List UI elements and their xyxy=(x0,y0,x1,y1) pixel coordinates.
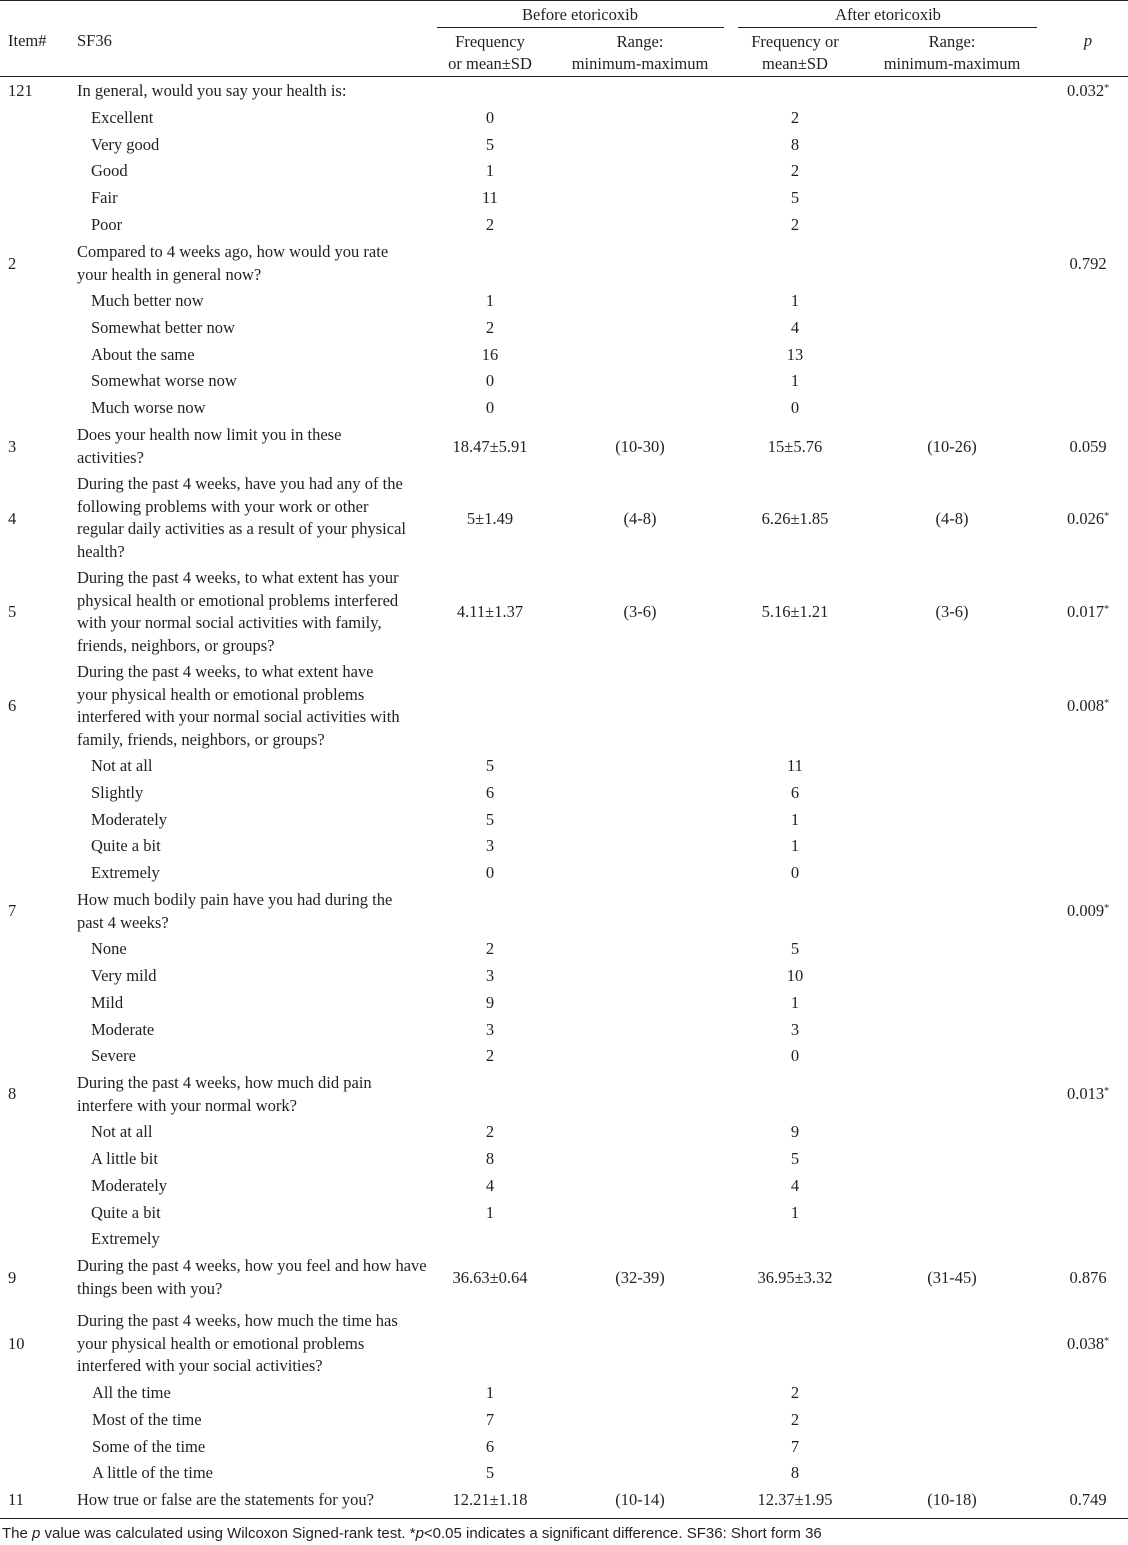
p-value-number: 0.792 xyxy=(1069,254,1107,273)
after-frequency: 2 xyxy=(790,1410,800,1429)
response-option: All the time xyxy=(92,1383,171,1402)
item-number: 7 xyxy=(8,901,17,920)
p-value-number: 0.026 xyxy=(1066,509,1105,528)
after-frequency: 1 xyxy=(790,1203,800,1222)
before-frequency: 1 xyxy=(485,161,495,180)
significance-marker: * xyxy=(1104,511,1110,522)
response-option: Some of the time xyxy=(92,1437,206,1456)
p-value-number: 0.017 xyxy=(1066,602,1105,621)
p-value-number: 0.008 xyxy=(1066,696,1105,715)
response-option: Much better now xyxy=(91,291,204,310)
after-range: (31-45) xyxy=(927,1268,977,1287)
before-frequency: 0 xyxy=(485,108,495,127)
before-mean-sd: 4.11±1.37 xyxy=(456,602,524,621)
response-option: Mild xyxy=(91,993,124,1012)
before-frequency: 2 xyxy=(485,1122,495,1141)
after-frequency: 13 xyxy=(786,345,804,364)
header-after-group: After etoricoxib xyxy=(835,5,941,24)
before-mean-sd: 18.47±5.91 xyxy=(452,437,528,456)
response-option: Quite a bit xyxy=(91,836,161,855)
item-number: 8 xyxy=(8,1084,17,1103)
after-range: (3-6) xyxy=(935,602,969,621)
top-rule xyxy=(0,0,1128,1)
after-frequency: 0 xyxy=(790,863,800,882)
before-frequency: 11 xyxy=(482,188,498,207)
header-after-freq-1: Frequency or xyxy=(751,32,839,51)
response-option: None xyxy=(91,939,127,958)
after-frequency: 4 xyxy=(790,1176,800,1195)
response-option: Severe xyxy=(91,1046,136,1065)
p-value xyxy=(1008,695,1128,717)
header-before-group: Before etoricoxib xyxy=(522,5,638,24)
after-frequency: 1 xyxy=(790,810,800,829)
before-mean-sd: 5±1.49 xyxy=(466,509,514,528)
after-mean-sd: 5.16±1.21 xyxy=(761,602,829,621)
response-option: Extremely xyxy=(91,863,160,882)
after-range: (10-26) xyxy=(927,437,977,456)
before-frequency: 5 xyxy=(485,756,495,775)
response-option: About the same xyxy=(91,345,195,364)
header-bottom-rule xyxy=(0,76,1128,77)
response-option: Not at all xyxy=(91,1122,153,1141)
before-frequency: 2 xyxy=(485,939,495,958)
header-before-freq-1: Frequency xyxy=(455,32,525,51)
before-frequency: 5 xyxy=(485,1463,495,1482)
before-frequency: 3 xyxy=(485,966,495,985)
before-mean-sd: 12.21±1.18 xyxy=(452,1490,528,1509)
response-option: Very good xyxy=(91,135,160,154)
after-frequency: 6 xyxy=(790,783,800,802)
item-number: 2 xyxy=(8,254,17,273)
after-frequency: 11 xyxy=(787,756,803,775)
after-frequency: 3 xyxy=(790,1020,800,1039)
after-mean-sd: 12.37±1.95 xyxy=(757,1490,833,1509)
before-frequency: 0 xyxy=(485,398,495,417)
question-text: During the past 4 weeks, how much did pain interfere with your normal work? xyxy=(77,1073,372,1115)
after-frequency: 1 xyxy=(790,993,800,1012)
response-option: Somewhat worse now xyxy=(91,371,237,390)
item-number: 4 xyxy=(8,509,17,528)
table-bottom-rule xyxy=(0,1518,1128,1519)
before-range: (10-30) xyxy=(615,437,665,456)
significance-marker: * xyxy=(1104,903,1110,914)
after-frequency: 1 xyxy=(790,836,800,855)
question-text: Does your health now limit you in these activities? xyxy=(77,425,342,467)
before-frequency: 1 xyxy=(485,1203,495,1222)
header-p: p xyxy=(1083,31,1093,50)
response-option: Moderately xyxy=(91,1176,168,1195)
after-frequency: 2 xyxy=(790,1383,800,1402)
after-mean-sd: 36.95±3.32 xyxy=(757,1268,833,1287)
after-range: (10-18) xyxy=(927,1490,977,1509)
response-option: Somewhat better now xyxy=(91,318,235,337)
p-value-number: 0.876 xyxy=(1069,1268,1107,1287)
header-after-range-2: minimum-maximum xyxy=(883,54,1021,73)
question-text: How true or false are the statements for you? xyxy=(77,1490,374,1509)
table-footnote: The p value was calculated using Wilcoxon Signed-rank test. *p<0.05 indicates a significant difference. SF36: Short form 36 xyxy=(2,1525,822,1542)
before-frequency: 5 xyxy=(485,135,495,154)
item-number: 3 xyxy=(8,437,17,456)
before-frequency: 6 xyxy=(485,783,495,802)
after-range: (4-8) xyxy=(935,509,969,528)
significance-marker: * xyxy=(1104,698,1110,709)
item-number: 5 xyxy=(8,602,17,621)
question-text: How much bodily pain have you had during the past 4 weeks? xyxy=(77,890,393,932)
after-frequency: 8 xyxy=(790,135,800,154)
before-frequency: 4 xyxy=(485,1176,495,1195)
before-range: (32-39) xyxy=(615,1268,665,1287)
header-after-range-1: Range: xyxy=(928,32,976,51)
response-option: Very mild xyxy=(91,966,157,985)
before-frequency: 5 xyxy=(485,810,495,829)
after-frequency: 8 xyxy=(790,1463,800,1482)
question-text: During the past 4 weeks, to what extent has your physical health or emotional problems interfered with your normal social activities with family, friends, neighbors, or groups? xyxy=(77,568,399,655)
question-text: Compared to 4 weeks ago, how would you rate your health in general now? xyxy=(77,242,389,284)
after-frequency: 5 xyxy=(790,1149,800,1168)
question-text: In general, would you say your health is: xyxy=(77,81,347,100)
before-frequency: 0 xyxy=(485,863,495,882)
after-frequency: 9 xyxy=(790,1122,800,1141)
significance-marker: * xyxy=(1104,604,1110,615)
p-value xyxy=(1008,1333,1128,1355)
response-option: Extremely xyxy=(91,1229,160,1248)
after-mean-sd: 15±5.76 xyxy=(767,437,823,456)
item-number: 121 xyxy=(8,81,33,100)
after-frequency: 0 xyxy=(790,1046,800,1065)
response-option: A little bit xyxy=(91,1149,158,1168)
before-range: (3-6) xyxy=(623,602,657,621)
before-frequency: 6 xyxy=(485,1437,495,1456)
p-value-number: 0.013 xyxy=(1066,1084,1105,1103)
header-before-freq-2: or mean±SD xyxy=(448,54,532,73)
after-frequency: 5 xyxy=(790,939,800,958)
before-frequency: 2 xyxy=(485,318,495,337)
after-frequency: 10 xyxy=(786,966,804,985)
before-frequency: 9 xyxy=(485,993,495,1012)
response-option: Fair xyxy=(91,188,118,207)
before-range: (4-8) xyxy=(623,509,657,528)
significance-marker: * xyxy=(1104,1086,1110,1097)
before-range: (10-14) xyxy=(615,1490,665,1509)
p-value xyxy=(1008,1083,1128,1105)
response-option: Not at all xyxy=(91,756,153,775)
question-text: During the past 4 weeks, how you feel and how have things been with you? xyxy=(77,1256,427,1298)
question-text: During the past 4 weeks, have you had any of the following problems with your work or other regular daily activities as a result of your physical health? xyxy=(77,474,406,561)
before-mean-sd: 36.63±0.64 xyxy=(452,1268,528,1287)
response-option: Quite a bit xyxy=(91,1203,161,1222)
after-frequency: 5 xyxy=(790,188,800,207)
significance-marker: * xyxy=(1104,83,1110,94)
p-value xyxy=(1008,900,1128,922)
before-frequency: 2 xyxy=(485,215,495,234)
before-frequency: 7 xyxy=(485,1410,495,1429)
header-before-range-2: minimum-maximum xyxy=(571,54,709,73)
after-frequency: 2 xyxy=(790,215,800,234)
after-frequency: 1 xyxy=(790,291,800,310)
response-option: Moderate xyxy=(91,1020,155,1039)
before-group-rule xyxy=(437,27,724,28)
response-option: Good xyxy=(91,161,128,180)
question-text: During the past 4 weeks, how much the time has your physical health or emotional problems interfered with your social activities? xyxy=(77,1311,398,1375)
before-frequency: 1 xyxy=(485,291,495,310)
response-option: A little of the time xyxy=(92,1463,213,1482)
response-option: Much worse now xyxy=(91,398,206,417)
header-after-freq-2: mean±SD xyxy=(762,54,828,73)
after-group-rule xyxy=(738,27,1037,28)
item-number: 6 xyxy=(8,696,17,715)
before-frequency: 8 xyxy=(485,1149,495,1168)
before-frequency: 16 xyxy=(481,345,499,364)
p-value-number: 0.059 xyxy=(1069,437,1107,456)
before-frequency: 3 xyxy=(485,1020,495,1039)
after-frequency: 7 xyxy=(790,1437,800,1456)
after-frequency: 4 xyxy=(790,318,800,337)
header-item: Item# xyxy=(8,31,47,50)
p-value xyxy=(1008,80,1128,102)
p-value xyxy=(1008,253,1128,275)
response-option: Most of the time xyxy=(92,1410,202,1429)
response-option: Slightly xyxy=(91,783,144,802)
response-option: Excellent xyxy=(91,108,154,127)
response-option: Moderately xyxy=(91,810,168,829)
item-number: 10 xyxy=(8,1334,25,1353)
after-frequency: 2 xyxy=(790,108,800,127)
item-number: 11 xyxy=(8,1490,24,1509)
before-frequency: 2 xyxy=(485,1046,495,1065)
before-frequency: 3 xyxy=(485,836,495,855)
after-frequency: 1 xyxy=(790,371,800,390)
after-frequency: 2 xyxy=(790,161,800,180)
before-frequency: 0 xyxy=(485,371,495,390)
item-number: 9 xyxy=(8,1268,17,1287)
p-value-number: 0.009 xyxy=(1066,901,1105,920)
after-mean-sd: 6.26±1.85 xyxy=(761,509,829,528)
significance-marker: * xyxy=(1104,1336,1110,1347)
header-before-range-1: Range: xyxy=(616,32,664,51)
p-value-number: 0.032 xyxy=(1066,81,1105,100)
p-value-number: 0.038 xyxy=(1066,1334,1105,1353)
after-frequency: 0 xyxy=(790,398,800,417)
p-value-number: 0.749 xyxy=(1069,1490,1107,1509)
header-sf36: SF36 xyxy=(77,31,112,50)
before-frequency: 1 xyxy=(485,1383,495,1402)
response-option: Poor xyxy=(91,215,123,234)
question-text: During the past 4 weeks, to what extent have your physical health or emotional problems interfered with your normal social activities with family, friends, neighbors, or groups? xyxy=(77,662,400,749)
